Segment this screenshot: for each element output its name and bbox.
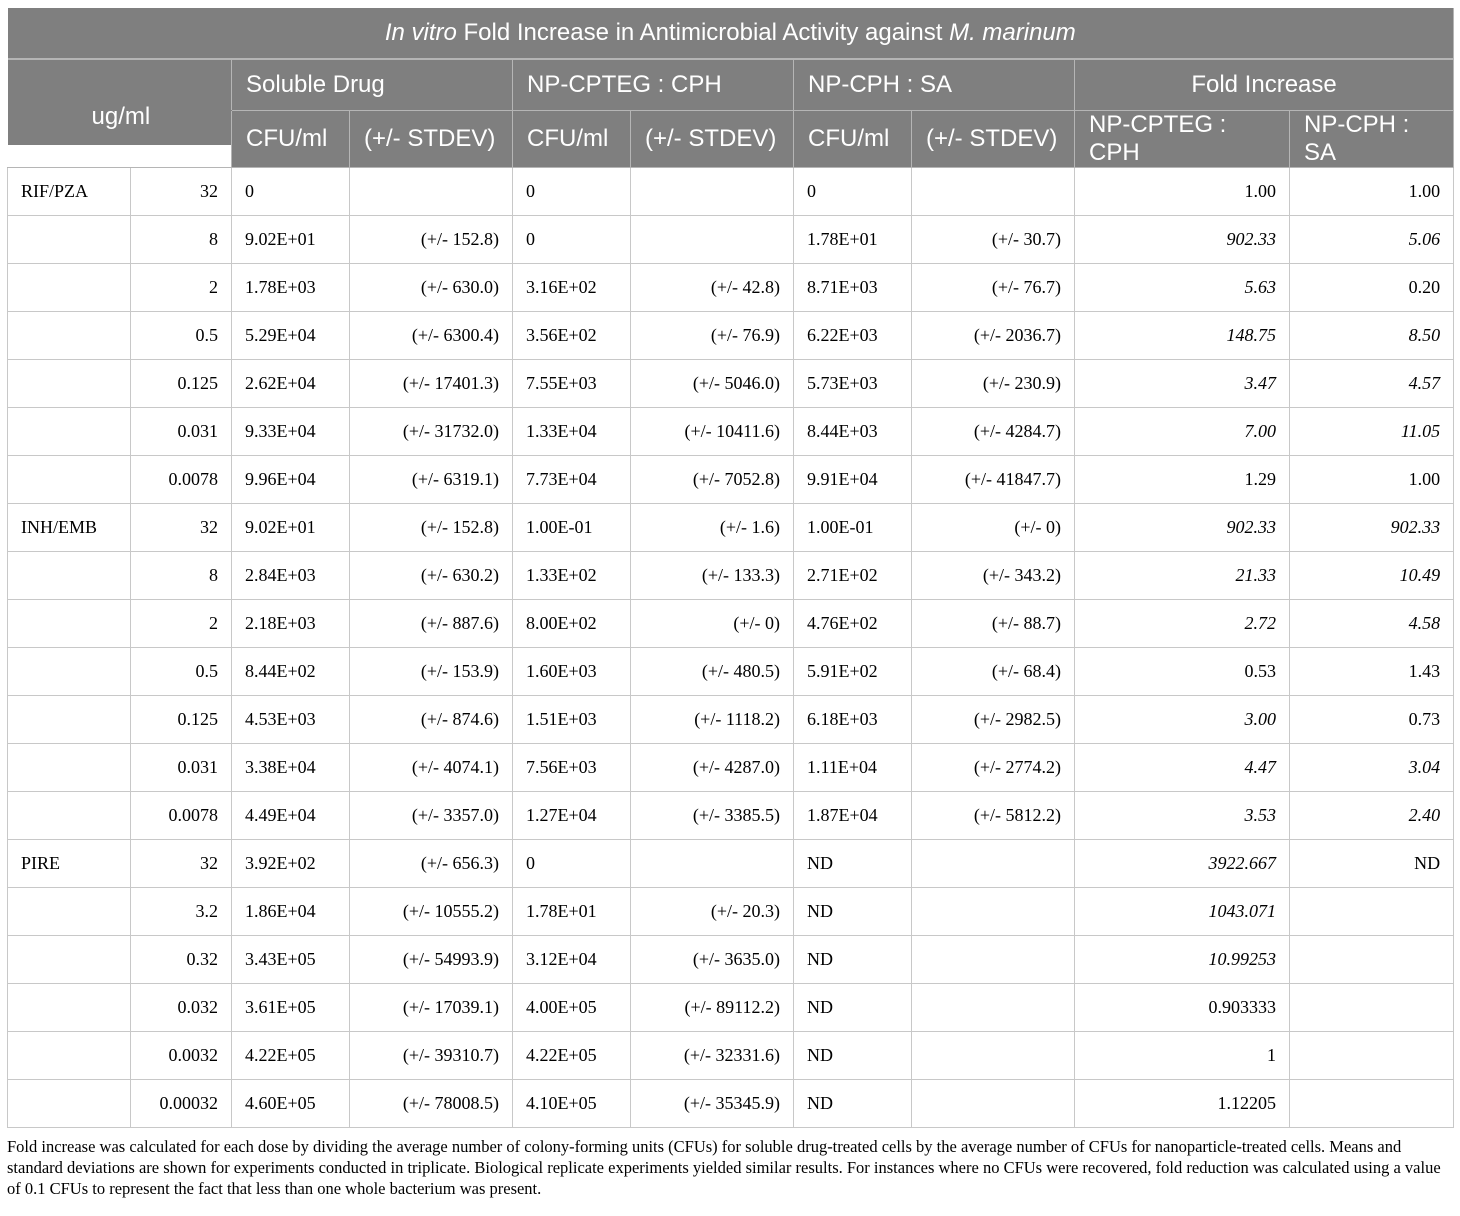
soluble-cfu-cell: 4.60E+05 <box>232 1080 350 1128</box>
dose-cell: 0.031 <box>131 744 232 792</box>
fold-np-cph-cell <box>1290 984 1454 1032</box>
dose-cell: 0.0078 <box>131 792 232 840</box>
col-header: (+/- STDEV) <box>350 111 513 168</box>
dose-cell: 0.00032 <box>131 1080 232 1128</box>
dose-cell: 0.0078 <box>131 456 232 504</box>
np-cpteg-stdev-cell: (+/- 133.3) <box>631 552 794 600</box>
soluble-cfu-cell: 5.29E+04 <box>232 312 350 360</box>
np-cpteg-stdev-cell <box>631 168 794 216</box>
dose-cell: 0.32 <box>131 936 232 984</box>
np-cpteg-cfu-cell: 1.78E+01 <box>513 888 631 936</box>
np-cph-stdev-cell: (+/- 5812.2) <box>912 792 1075 840</box>
dose-cell: 2 <box>131 264 232 312</box>
np-cpteg-stdev-cell: (+/- 20.3) <box>631 888 794 936</box>
soluble-stdev-cell: (+/- 3357.0) <box>350 792 513 840</box>
fold-np-cph-cell: 1.00 <box>1290 456 1454 504</box>
np-cpteg-stdev-cell: (+/- 0) <box>631 600 794 648</box>
soluble-cfu-cell: 3.61E+05 <box>232 984 350 1032</box>
np-cpteg-cfu-cell: 3.56E+02 <box>513 312 631 360</box>
soluble-stdev-cell: (+/- 39310.7) <box>350 1032 513 1080</box>
fold-np-cpteg-cell: 902.33 <box>1075 504 1290 552</box>
np-cpteg-cfu-cell: 4.10E+05 <box>513 1080 631 1128</box>
np-cpteg-cfu-cell: 1.27E+04 <box>513 792 631 840</box>
drug-cell <box>8 312 131 360</box>
np-cph-cfu-cell: 5.73E+03 <box>794 360 912 408</box>
soluble-cfu-cell: 9.33E+04 <box>232 408 350 456</box>
fold-np-cpteg-cell: 0.903333 <box>1075 984 1290 1032</box>
fold-np-cph-cell <box>1290 1032 1454 1080</box>
np-cph-cfu-cell: ND <box>794 936 912 984</box>
np-cph-stdev-cell <box>912 1032 1075 1080</box>
soluble-stdev-cell: (+/- 152.8) <box>350 504 513 552</box>
table-footnote: Fold increase was calculated for each dose by dividing the average number of colony-forming units (CFUs) for soluble drug-treated cells by the average number of CFUs for nanoparticle-treated cells. Means and standard deviations are shown for experiments conducted in triplicate. Biological replicate experiments yielded similar results. For instances where no CFUs were recovered, fold reduction was calculated using a value of 0.1 CFUs to represent the fact that less than one whole bacterium was present. <box>7 1137 1441 1198</box>
fold-np-cpteg-cell: 3.53 <box>1075 792 1290 840</box>
np-cph-cfu-cell: ND <box>794 984 912 1032</box>
table-row <box>8 264 1454 312</box>
soluble-stdev-cell: (+/- 4074.1) <box>350 744 513 792</box>
np-cpteg-stdev-cell: (+/- 10411.6) <box>631 408 794 456</box>
fold-np-cph-cell: 4.58 <box>1290 600 1454 648</box>
soluble-cfu-cell: 3.38E+04 <box>232 744 350 792</box>
drug-cell <box>8 456 131 504</box>
np-cph-cfu-cell: 4.76E+02 <box>794 600 912 648</box>
np-cph-stdev-cell: (+/- 41847.7) <box>912 456 1075 504</box>
group-header-fold-increase: Fold Increase <box>1075 59 1454 111</box>
soluble-stdev-cell: (+/- 10555.2) <box>350 888 513 936</box>
np-cph-cfu-cell: ND <box>794 840 912 888</box>
np-cph-stdev-cell: (+/- 4284.7) <box>912 408 1075 456</box>
soluble-stdev-cell: (+/- 656.3) <box>350 840 513 888</box>
np-cph-stdev-cell: (+/- 2036.7) <box>912 312 1075 360</box>
soluble-stdev-cell: (+/- 152.8) <box>350 216 513 264</box>
soluble-stdev-cell: (+/- 874.6) <box>350 696 513 744</box>
np-cpteg-stdev-cell: (+/- 4287.0) <box>631 744 794 792</box>
unit-header: ug/ml <box>8 89 232 146</box>
fold-np-cpteg-cell: 148.75 <box>1075 312 1290 360</box>
np-cpteg-cfu-cell: 3.12E+04 <box>513 936 631 984</box>
soluble-cfu-cell: 9.02E+01 <box>232 504 350 552</box>
table-row <box>8 984 1454 1032</box>
soluble-cfu-cell: 1.86E+04 <box>232 888 350 936</box>
np-cpteg-cfu-cell: 1.00E-01 <box>513 504 631 552</box>
drug-cell <box>8 552 131 600</box>
np-cpteg-cfu-cell: 4.22E+05 <box>513 1032 631 1080</box>
fold-np-cpteg-cell: 3.47 <box>1075 360 1290 408</box>
fold-np-cpteg-cell: 1.29 <box>1075 456 1290 504</box>
table-row <box>8 792 1454 840</box>
dose-cell: 32 <box>131 840 232 888</box>
np-cph-stdev-cell: (+/- 2982.5) <box>912 696 1075 744</box>
np-cpteg-cfu-cell: 7.55E+03 <box>513 360 631 408</box>
np-cpteg-cfu-cell: 0 <box>513 168 631 216</box>
np-cpteg-cfu-cell: 1.33E+02 <box>513 552 631 600</box>
np-cph-stdev-cell: (+/- 230.9) <box>912 360 1075 408</box>
np-cph-cfu-cell: 1.78E+01 <box>794 216 912 264</box>
np-cph-stdev-cell <box>912 984 1075 1032</box>
table-row <box>8 216 1454 264</box>
soluble-stdev-cell: (+/- 78008.5) <box>350 1080 513 1128</box>
soluble-cfu-cell: 4.53E+03 <box>232 696 350 744</box>
np-cpteg-stdev-cell: (+/- 1.6) <box>631 504 794 552</box>
col-header: CFU/ml <box>513 111 631 168</box>
table-row <box>8 168 1454 216</box>
table-container <box>7 8 1453 1199</box>
drug-cell <box>8 264 131 312</box>
table-row <box>8 360 1454 408</box>
dose-cell: 0.125 <box>131 696 232 744</box>
drug-cell: RIF/PZA <box>8 168 131 216</box>
np-cph-cfu-cell: 6.22E+03 <box>794 312 912 360</box>
np-cpteg-cfu-cell: 7.73E+04 <box>513 456 631 504</box>
group-header-soluble-drug: Soluble Drug <box>232 59 513 111</box>
np-cpteg-stdev-cell: (+/- 35345.9) <box>631 1080 794 1128</box>
col-header: CFU/ml <box>794 111 912 168</box>
dose-cell: 32 <box>131 168 232 216</box>
table-title: In vitro Fold Increase in Antimicrobial Activity against M. marinum <box>8 8 1454 59</box>
np-cpteg-stdev-cell: (+/- 42.8) <box>631 264 794 312</box>
dose-cell: 0.031 <box>131 408 232 456</box>
np-cph-cfu-cell: 2.71E+02 <box>794 552 912 600</box>
fold-np-cpteg-cell: 1.00 <box>1075 168 1290 216</box>
fold-np-cph-cell: 1.43 <box>1290 648 1454 696</box>
fold-np-cph-cell: 0.73 <box>1290 696 1454 744</box>
np-cpteg-stdev-cell <box>631 840 794 888</box>
table-row <box>8 840 1454 888</box>
soluble-cfu-cell: 2.18E+03 <box>232 600 350 648</box>
table-row <box>8 744 1454 792</box>
soluble-stdev-cell: (+/- 887.6) <box>350 600 513 648</box>
fold-np-cpteg-cell: 1043.071 <box>1075 888 1290 936</box>
np-cpteg-stdev-cell: (+/- 480.5) <box>631 648 794 696</box>
soluble-stdev-cell: (+/- 630.2) <box>350 552 513 600</box>
drug-cell <box>8 696 131 744</box>
dose-cell: 32 <box>131 504 232 552</box>
table-body <box>8 168 1454 1128</box>
fold-np-cpteg-cell: 1.12205 <box>1075 1080 1290 1128</box>
drug-cell <box>8 888 131 936</box>
np-cpteg-cfu-cell: 0 <box>513 216 631 264</box>
drug-cell <box>8 600 131 648</box>
table-row <box>8 936 1454 984</box>
np-cph-cfu-cell: ND <box>794 888 912 936</box>
col-header: NP-CPH : SA <box>1290 111 1454 168</box>
soluble-cfu-cell: 8.44E+02 <box>232 648 350 696</box>
soluble-stdev-cell: (+/- 31732.0) <box>350 408 513 456</box>
table-row <box>8 696 1454 744</box>
soluble-stdev-cell: (+/- 153.9) <box>350 648 513 696</box>
group-header-np-cph-sa: NP-CPH : SA <box>794 59 1075 111</box>
soluble-cfu-cell: 4.22E+05 <box>232 1032 350 1080</box>
np-cph-stdev-cell: (+/- 2774.2) <box>912 744 1075 792</box>
col-header: CFU/ml <box>232 111 350 168</box>
drug-cell <box>8 408 131 456</box>
soluble-cfu-cell: 2.62E+04 <box>232 360 350 408</box>
np-cpteg-cfu-cell: 1.60E+03 <box>513 648 631 696</box>
table-row <box>8 504 1454 552</box>
np-cph-cfu-cell: 8.44E+03 <box>794 408 912 456</box>
soluble-stdev-cell: (+/- 6300.4) <box>350 312 513 360</box>
fold-np-cph-cell <box>1290 1080 1454 1128</box>
fold-np-cpteg-cell: 4.47 <box>1075 744 1290 792</box>
np-cph-stdev-cell: (+/- 30.7) <box>912 216 1075 264</box>
fold-np-cph-cell: 902.33 <box>1290 504 1454 552</box>
fold-np-cph-cell: 2.40 <box>1290 792 1454 840</box>
fold-np-cph-cell <box>1290 936 1454 984</box>
drug-cell <box>8 360 131 408</box>
np-cpteg-stdev-cell <box>631 216 794 264</box>
np-cph-cfu-cell: 6.18E+03 <box>794 696 912 744</box>
np-cph-cfu-cell: 0 <box>794 168 912 216</box>
table-row <box>8 552 1454 600</box>
np-cph-cfu-cell: ND <box>794 1080 912 1128</box>
np-cph-stdev-cell: (+/- 0) <box>912 504 1075 552</box>
fold-np-cpteg-cell: 7.00 <box>1075 408 1290 456</box>
np-cpteg-cfu-cell: 3.16E+02 <box>513 264 631 312</box>
fold-np-cph-cell: 4.57 <box>1290 360 1454 408</box>
np-cpteg-stdev-cell: (+/- 76.9) <box>631 312 794 360</box>
soluble-stdev-cell: (+/- 17039.1) <box>350 984 513 1032</box>
group-header-np-cpteg-cph: NP-CPTEG : CPH <box>513 59 794 111</box>
soluble-stdev-cell: (+/- 17401.3) <box>350 360 513 408</box>
np-cpteg-stdev-cell: (+/- 3635.0) <box>631 936 794 984</box>
fold-np-cph-cell: 10.49 <box>1290 552 1454 600</box>
dose-cell: 0.5 <box>131 312 232 360</box>
np-cph-stdev-cell: (+/- 88.7) <box>912 600 1075 648</box>
fold-np-cpteg-cell: 0.53 <box>1075 648 1290 696</box>
np-cph-stdev-cell: (+/- 76.7) <box>912 264 1075 312</box>
drug-cell <box>8 216 131 264</box>
soluble-cfu-cell: 3.92E+02 <box>232 840 350 888</box>
fold-np-cpteg-cell: 1 <box>1075 1032 1290 1080</box>
data-table <box>7 8 1454 1128</box>
col-header: NP-CPTEG : CPH <box>1075 111 1290 168</box>
np-cpteg-stdev-cell: (+/- 1118.2) <box>631 696 794 744</box>
np-cph-cfu-cell: ND <box>794 1032 912 1080</box>
soluble-cfu-cell: 9.02E+01 <box>232 216 350 264</box>
fold-np-cph-cell: 0.20 <box>1290 264 1454 312</box>
dose-cell: 2 <box>131 600 232 648</box>
np-cpteg-cfu-cell: 8.00E+02 <box>513 600 631 648</box>
table-row <box>8 888 1454 936</box>
np-cpteg-stdev-cell: (+/- 89112.2) <box>631 984 794 1032</box>
fold-np-cph-cell: 11.05 <box>1290 408 1454 456</box>
drug-cell <box>8 936 131 984</box>
np-cph-stdev-cell <box>912 840 1075 888</box>
fold-np-cpteg-cell: 5.63 <box>1075 264 1290 312</box>
dose-cell: 0.032 <box>131 984 232 1032</box>
np-cph-cfu-cell: 5.91E+02 <box>794 648 912 696</box>
fold-np-cph-cell: ND <box>1290 840 1454 888</box>
dose-cell: 0.0032 <box>131 1032 232 1080</box>
np-cpteg-cfu-cell: 7.56E+03 <box>513 744 631 792</box>
np-cpteg-stdev-cell: (+/- 7052.8) <box>631 456 794 504</box>
fold-np-cpteg-cell: 902.33 <box>1075 216 1290 264</box>
fold-np-cpteg-cell: 3922.667 <box>1075 840 1290 888</box>
np-cpteg-cfu-cell: 4.00E+05 <box>513 984 631 1032</box>
dose-cell: 3.2 <box>131 888 232 936</box>
np-cph-cfu-cell: 1.00E-01 <box>794 504 912 552</box>
drug-cell <box>8 1032 131 1080</box>
soluble-cfu-cell: 4.49E+04 <box>232 792 350 840</box>
soluble-cfu-cell: 1.78E+03 <box>232 264 350 312</box>
fold-np-cph-cell: 5.06 <box>1290 216 1454 264</box>
np-cpteg-stdev-cell: (+/- 32331.6) <box>631 1032 794 1080</box>
dose-cell: 0.5 <box>131 648 232 696</box>
np-cpteg-stdev-cell: (+/- 5046.0) <box>631 360 794 408</box>
soluble-stdev-cell: (+/- 6319.1) <box>350 456 513 504</box>
table-row <box>8 600 1454 648</box>
np-cph-stdev-cell <box>912 168 1075 216</box>
np-cpteg-cfu-cell: 0 <box>513 840 631 888</box>
np-cph-cfu-cell: 8.71E+03 <box>794 264 912 312</box>
soluble-stdev-cell: (+/- 630.0) <box>350 264 513 312</box>
fold-np-cpteg-cell: 2.72 <box>1075 600 1290 648</box>
drug-cell <box>8 984 131 1032</box>
fold-np-cph-cell: 8.50 <box>1290 312 1454 360</box>
table-row <box>8 408 1454 456</box>
np-cph-stdev-cell <box>912 1080 1075 1128</box>
np-cph-stdev-cell: (+/- 343.2) <box>912 552 1075 600</box>
drug-cell <box>8 792 131 840</box>
col-header: (+/- STDEV) <box>912 111 1075 168</box>
fold-np-cph-cell: 1.00 <box>1290 168 1454 216</box>
np-cph-cfu-cell: 1.87E+04 <box>794 792 912 840</box>
soluble-stdev-cell: (+/- 54993.9) <box>350 936 513 984</box>
drug-cell <box>8 648 131 696</box>
fold-np-cph-cell: 3.04 <box>1290 744 1454 792</box>
soluble-stdev-cell <box>350 168 513 216</box>
np-cph-stdev-cell: (+/- 68.4) <box>912 648 1075 696</box>
drug-cell: INH/EMB <box>8 504 131 552</box>
np-cpteg-cfu-cell: 1.51E+03 <box>513 696 631 744</box>
table-row <box>8 1032 1454 1080</box>
np-cpteg-cfu-cell: 1.33E+04 <box>513 408 631 456</box>
soluble-cfu-cell: 0 <box>232 168 350 216</box>
col-header: (+/- STDEV) <box>631 111 794 168</box>
drug-cell: PIRE <box>8 840 131 888</box>
soluble-cfu-cell: 9.96E+04 <box>232 456 350 504</box>
table-row <box>8 648 1454 696</box>
dose-cell: 8 <box>131 216 232 264</box>
fold-np-cpteg-cell: 21.33 <box>1075 552 1290 600</box>
dose-cell: 0.125 <box>131 360 232 408</box>
np-cph-stdev-cell <box>912 936 1075 984</box>
drug-cell <box>8 744 131 792</box>
soluble-cfu-cell: 2.84E+03 <box>232 552 350 600</box>
table-row <box>8 1080 1454 1128</box>
dose-cell: 8 <box>131 552 232 600</box>
table-row <box>8 312 1454 360</box>
np-cph-cfu-cell: 1.11E+04 <box>794 744 912 792</box>
fold-np-cpteg-cell: 10.99253 <box>1075 936 1290 984</box>
fold-np-cph-cell <box>1290 888 1454 936</box>
np-cpteg-stdev-cell: (+/- 3385.5) <box>631 792 794 840</box>
fold-np-cpteg-cell: 3.00 <box>1075 696 1290 744</box>
drug-cell <box>8 1080 131 1128</box>
np-cph-stdev-cell <box>912 888 1075 936</box>
table-row <box>8 456 1454 504</box>
np-cph-cfu-cell: 9.91E+04 <box>794 456 912 504</box>
soluble-cfu-cell: 3.43E+05 <box>232 936 350 984</box>
